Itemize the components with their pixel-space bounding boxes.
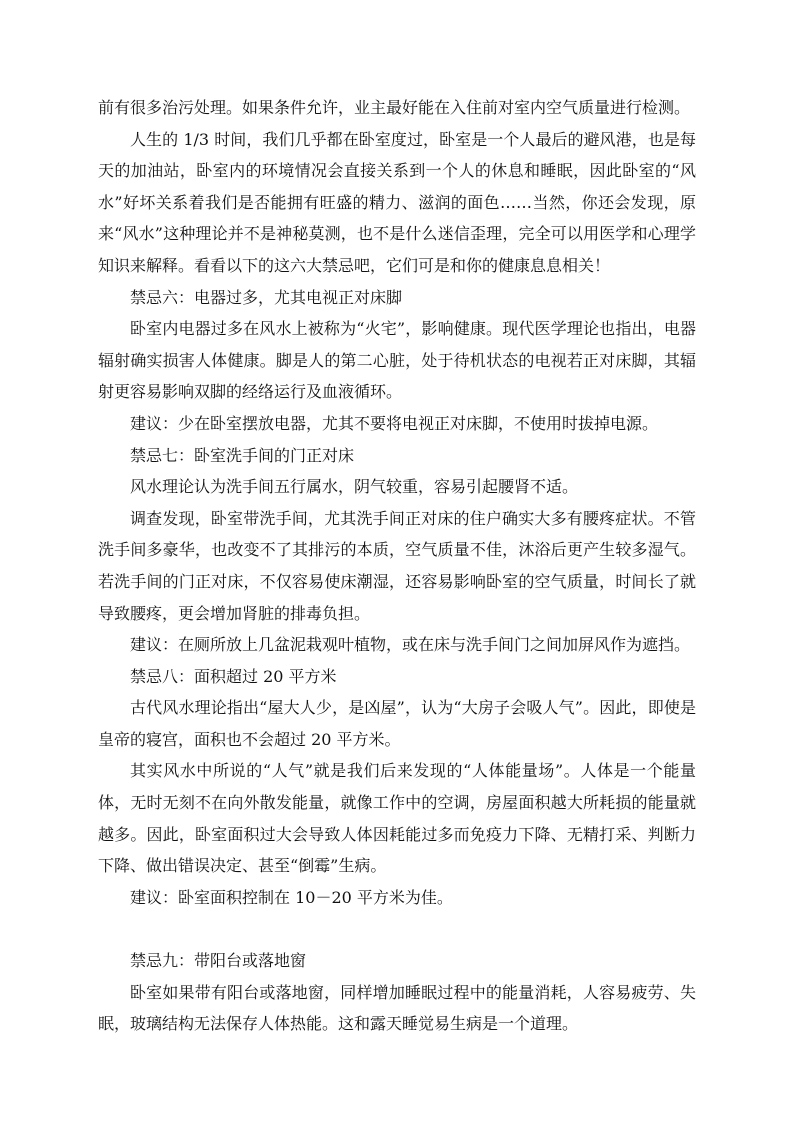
paragraph: 卧室如果带有阳台或落地窗，同样增加睡眠过程中的能量消耗，人容易疲劳、失眠，玻璃结构无法保存人体热能。这和露天睡觉易生病是一个道理。 (98, 982, 696, 1034)
paragraph: 调查发现，卧室带洗手间，尤其洗手间正对床的住户确实大多有腰疼症状。不管洗手间多豪华，也改变不了其排污的本质，空气质量不佳，沐浴后更产生较多湿气。若洗手间的门正对床，不仅容易使床潮湿，还容易影响卧室的空气质量，时间长了就导致腰疼，更会增加肾脏的排毒负担。 (98, 508, 696, 623)
section-heading-8: 禁忌八：面积超过 20 平方米 (130, 666, 337, 686)
paragraph: 风水理论认为洗手间五行属水，阴气较重，容易引起腰肾不适。 (130, 477, 579, 497)
suggestion-paragraph: 建议：少在卧室摆放电器，尤其不要将电视正对床脚，不使用时拔掉电源。 (130, 413, 659, 433)
suggestion-paragraph: 建议：卧室面积控制在 10－20 平方米为佳。 (130, 887, 453, 907)
paragraph: 古代风水理论指出“屋大人少，是凶屋”，认为“大房子会吸人气”。因此，即使是皇帝的寝宫，面积也不会超过 20 平方米。 (98, 698, 696, 749)
paragraph: 其实风水中所说的“人气”就是我们后来发现的“人体能量场”。人体是一个能量体，无时无刻不在向外散发能量，就像工作中的空调，房屋面积越大所耗损的能量就越多。因此，卧室面积过大会导致人体因耗能过多而免疫力下降、无精打采、判断力下降、做出错误决定、甚至“倒霉”生病。 (98, 761, 696, 876)
section-heading-9: 禁忌九：带阳台或落地窗 (130, 951, 307, 971)
paragraph-intro: 人生的 1/3 时间，我们几乎都在卧室度过，卧室是一个人最后的避风港，也是每天的加油站，卧室内的环境情况会直接关系到一个人的休息和睡眠，因此卧室的“风水”好坏关系着我们是否能拥有旺盛的精力、滋润的面色……当然，你还会发现，原来“风水”这种理论并不是神秘莫测，也不是什么迷信歪理，完全可以用医学和心理学知识来解释。看看以下的这六大禁忌吧，它们可是和你的健康息息相关！ (98, 129, 696, 275)
paragraph-continuation: 前有很多治污处理。如果条件允许，业主最好能在入住前对室内空气质量进行检测。 (98, 98, 691, 117)
document-page (98, 92, 696, 1040)
suggestion-paragraph: 建议：在厕所放上几盆泥栽观叶植物，或在床与洗手间门之间加屏风作为遮挡。 (130, 635, 691, 655)
paragraph: 卧室内电器过多在风水上被称为“火宅”，影响健康。现代医学理论也指出，电器辐射确实损害人体健康。脚是人的第二心脏，处于待机状态的电视若正对床脚，其辐射更容易影响双脚的经络运行及血液循环。 (98, 319, 696, 402)
section-heading-7: 禁忌七：卧室洗手间的门正对床 (130, 445, 355, 465)
section-heading-6: 禁忌六：电器过多，尤其电视正对床脚 (130, 287, 403, 307)
blank-line (98, 913, 696, 945)
